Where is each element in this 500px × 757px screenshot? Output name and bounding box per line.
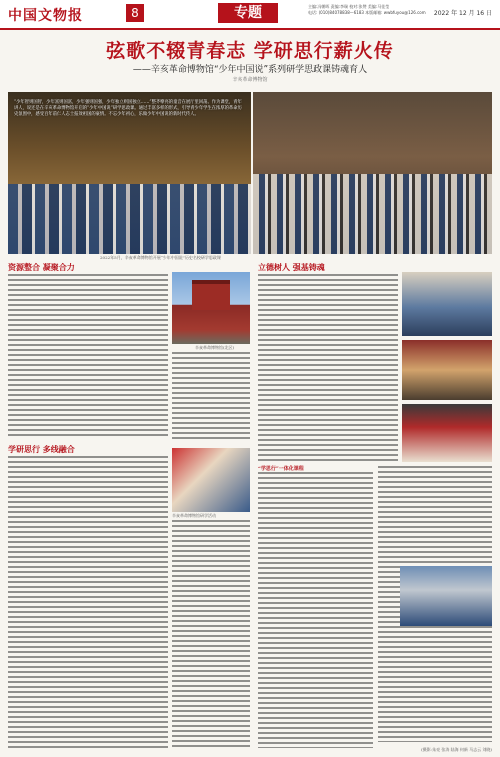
group-photo — [400, 566, 492, 626]
museum-photo — [172, 272, 250, 344]
audience-rows — [253, 174, 492, 254]
section-label: 专题 — [218, 3, 278, 23]
section-1-body — [8, 274, 168, 439]
lecture-photo — [253, 92, 492, 254]
building-shape — [192, 280, 230, 310]
section-2-side-body — [172, 520, 250, 748]
performance-photo — [402, 404, 492, 462]
section-2-body — [8, 456, 168, 748]
page-number: 8 — [126, 4, 144, 22]
article-author: 辛亥革命博物馆 — [232, 77, 268, 83]
section-title-2: 学研思行 多线融合 — [8, 445, 75, 454]
highlight-label: “学思行”一体化课程 — [258, 466, 304, 472]
section-3-body-b — [258, 472, 373, 748]
article-headline: 弦歌不辍青春志 学研思行薪火传 — [106, 40, 394, 62]
section-1-side-body — [172, 352, 250, 440]
main-photo-caption: 2022年5月，辛亥革命博物馆开展“少年中国说”历史名校研学思政课 — [100, 255, 221, 260]
activity-photo-1 — [172, 448, 250, 512]
museum-photo-caption: 辛亥革命博物馆(北区) — [195, 345, 235, 350]
activity-photo-caption: 辛亥革命博物馆研学活动 — [172, 513, 216, 518]
editor-info: 主编:冯朝晖 责编:李瑞 校对:张赞 美编:马佳莹 电话: (010)84078838—6183 本版邮箱: wwbfuyou@126.com — [308, 4, 426, 15]
main-photo — [8, 92, 251, 254]
photo-credits: (摄影:朱亮 张涛 陆海 何新 马志云 刘晓) — [421, 747, 492, 752]
intro-text: “少年智则国智，少年富则国富，少年强则国强，少年独立则国独立……”整齐嘹亮的童音在展厅里回荡。作为课堂，青年讲人，说还是在辛亥革命博物馆开启的“少年中国说”研学思政课。通过丰富多样的形式，引导青少年学生在浓厚的革命历史氛围中，感受百年前仁人志士报效祖国的豪情。不忘少年初心，乐做少年中国说的新时代传人。 — [14, 100, 242, 117]
section-title-3: 立德树人 强基铸魂 — [258, 263, 325, 272]
students-group — [8, 184, 251, 254]
issue-date: 2022 年 12 月 16 日 — [433, 10, 492, 17]
section-3-body-a — [258, 274, 398, 462]
article-subhead: ——辛亥革命博物馆“少年中国说”系列研学思政课铸魂育人 — [132, 65, 368, 75]
masthead — [0, 0, 500, 30]
classroom-photo — [402, 272, 492, 336]
section-title-1: 资源整合 凝聚合力 — [8, 263, 75, 272]
exhibit-photo — [402, 340, 492, 400]
newspaper-logo: 中国文物报 — [8, 8, 83, 24]
